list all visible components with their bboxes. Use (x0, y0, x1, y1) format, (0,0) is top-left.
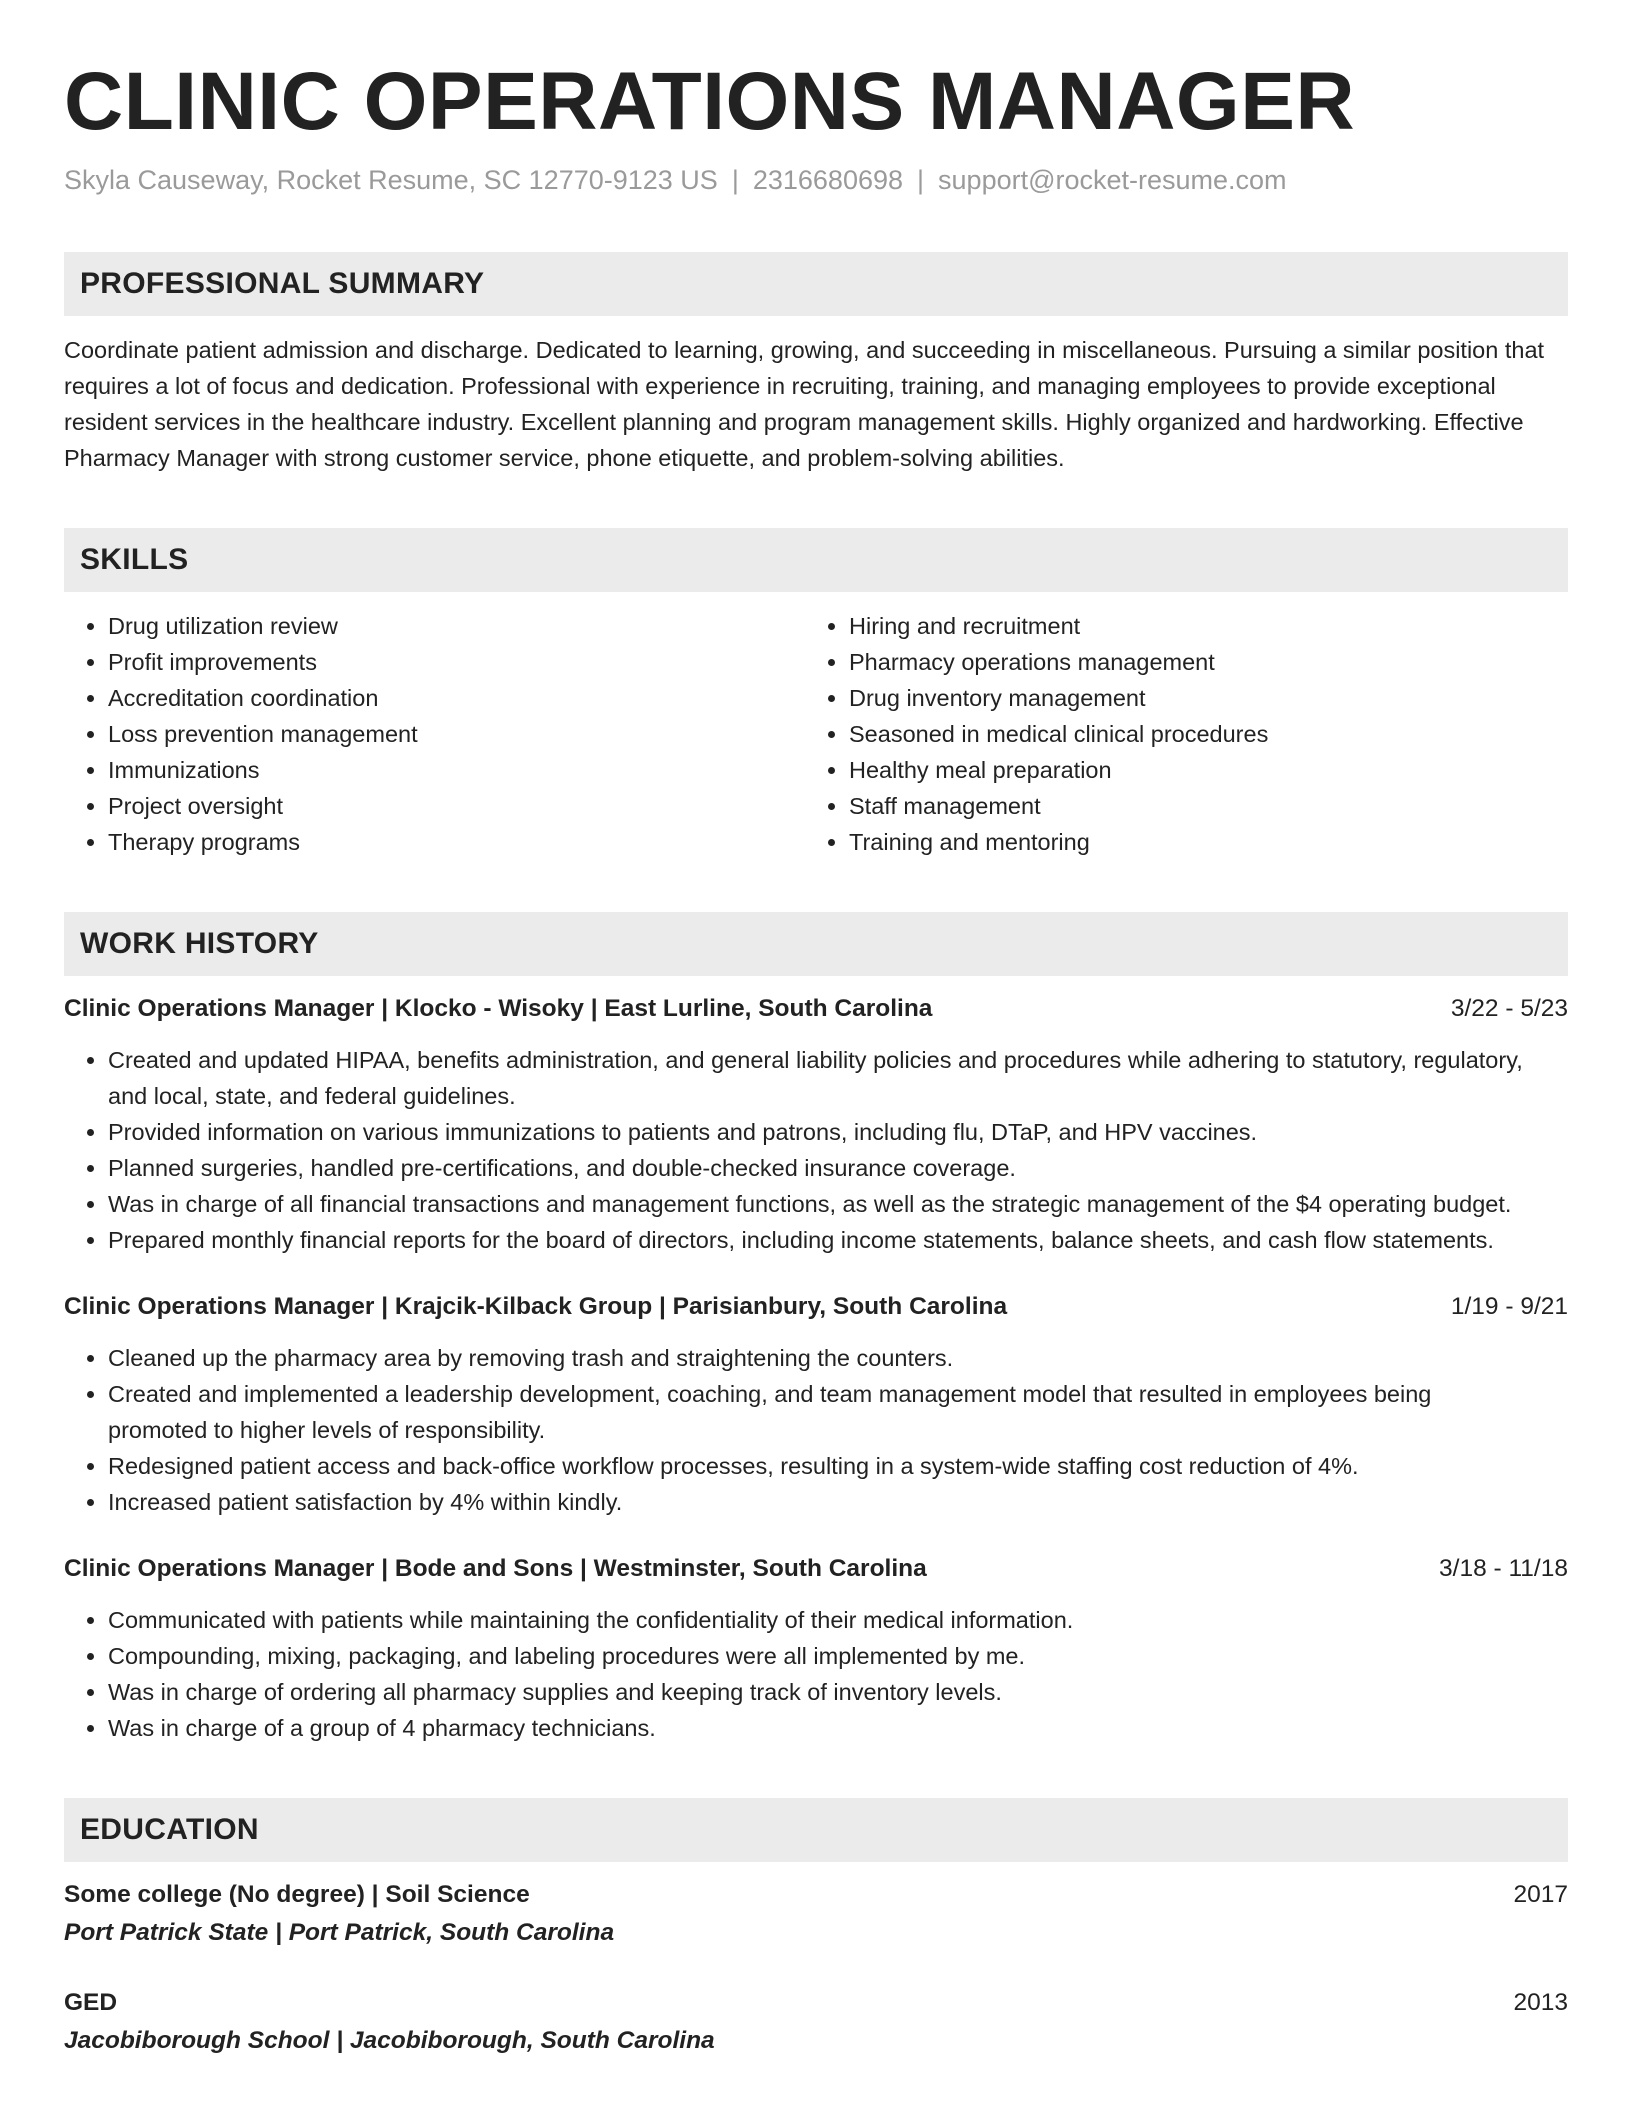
job-bullet: • Was in charge of ordering all pharmacy supplies and keeping track of inventory levels. (108, 1674, 1568, 1710)
job-bullet: • Created and updated HIPAA, benefits administration, and general liability policies and procedures while adhering to statutory, regulatory, and local, state, and federal guidelines. (108, 1042, 1568, 1114)
summary-heading: PROFESSIONAL SUMMARY (80, 267, 485, 300)
job-bullet: • Redesigned patient access and back-office workflow processes, resulting in a system-wide staffing cost reduction of 4%. (108, 1448, 1568, 1484)
job-bullets (64, 1602, 1568, 1746)
job-header (64, 1550, 1568, 1588)
education-section-header (64, 1798, 1568, 1862)
job-bullet: • Communicated with patients while maintaining the confidentiality of their medical information. (108, 1602, 1568, 1638)
skills-column-right (805, 608, 1546, 860)
education-header (64, 1984, 1568, 2022)
contact-separator: | (917, 165, 925, 195)
contact-address: Skyla Causeway, Rocket Resume, SC 12770-9123 US (64, 165, 718, 195)
job-entry (64, 1550, 1568, 1746)
skill-item: • Drug inventory management (849, 680, 1546, 716)
job-title-company-location: Clinic Operations Manager | Klocko - Wisoky | East Lurline, South Carolina (64, 995, 933, 1022)
skills-heading: SKILLS (80, 543, 189, 576)
skill-item: • Project oversight (108, 788, 805, 824)
job-title-company-location: Clinic Operations Manager | Bode and Sons | Westminster, South Carolina (64, 1555, 927, 1582)
skill-item: • Staff management (849, 788, 1546, 824)
education-entry (64, 1876, 1568, 1952)
education-degree: Some college (No degree) | Soil Science (64, 1881, 530, 1908)
skill-item: • Profit improvements (108, 644, 805, 680)
skill-item: • Immunizations (108, 752, 805, 788)
skill-item: • Training and mentoring (849, 824, 1546, 860)
job-header (64, 1288, 1568, 1326)
job-dates: 3/22 - 5/23 (1450, 995, 1568, 1022)
job-dates: 3/18 - 11/18 (1439, 1555, 1568, 1582)
education-degree: GED (64, 1989, 118, 2016)
job-bullet: • Cleaned up the pharmacy area by removing trash and straightening the counters. (108, 1340, 1568, 1376)
job-header (64, 990, 1568, 1028)
education-school: Jacobiborough School | Jacobiborough, South Carolina (64, 2027, 715, 2054)
education-entry (64, 1984, 1568, 2060)
job-bullet: • Compounding, mixing, packaging, and labeling procedures were all implemented by me. (108, 1638, 1568, 1674)
education-header (64, 1876, 1568, 1914)
summary-text: Coordinate patient admission and discharge. Dedicated to learning, growing, and succeeding in miscellaneous. Pursuing a similar position that requires a lot of focus and dedication. Professional with experience in recruiting, training, and managing employees to provide exceptional resident services in the healthcare industry. Excellent planning and program management skills. Highly organized and hardworking. Effective Pharmacy Manager with strong customer service, phone etiquette, and problem-solving abilities. (64, 337, 1545, 471)
job-bullet: • Increased patient satisfaction by 4% within kindly. (108, 1484, 1568, 1520)
contact-email: support@rocket-resume.com (938, 165, 1287, 195)
skills-column-left (64, 608, 805, 860)
job-bullet: • Prepared monthly financial reports for the board of directors, including income statements, balance sheets, and cash flow statements. (108, 1222, 1568, 1258)
job-bullets (64, 1042, 1568, 1258)
skills-list (64, 608, 1568, 860)
job-entry (64, 1288, 1568, 1520)
resume-title: CLINIC OPERATIONS MANAGER (64, 56, 1356, 147)
contact-line (64, 160, 1568, 200)
skill-item: • Loss prevention management (108, 716, 805, 752)
skill-item: • Accreditation coordination (108, 680, 805, 716)
job-title-company-location: Clinic Operations Manager | Krajcik-Kilback Group | Parisianbury, South Carolina (64, 1293, 1008, 1320)
work-history-heading: WORK HISTORY (80, 927, 319, 960)
contact-phone: 2316680698 (752, 165, 904, 195)
skill-item: • Hiring and recruitment (849, 608, 1546, 644)
job-bullet: • Provided information on various immunizations to patients and patrons, including flu, DTaP, and HPV vaccines. (108, 1114, 1568, 1150)
job-bullets (64, 1340, 1568, 1520)
education-heading: EDUCATION (80, 1813, 259, 1846)
skill-item: • Seasoned in medical clinical procedures (849, 716, 1546, 752)
skill-item: • Healthy meal preparation (849, 752, 1546, 788)
job-entry (64, 990, 1568, 1258)
job-bullet: • Planned surgeries, handled pre-certifications, and double-checked insurance coverage. (108, 1150, 1568, 1186)
summary-section-header (64, 252, 1568, 316)
education-school: Port Patrick State | Port Patrick, South Carolina (64, 1919, 615, 1946)
education-year: 2017 (1513, 1881, 1568, 1908)
job-bullet: • Created and implemented a leadership development, coaching, and team management model that resulted in employees being promoted to higher levels of responsibility. (108, 1376, 1568, 1448)
skill-item: • Drug utilization review (108, 608, 805, 644)
job-dates: 1/19 - 9/21 (1450, 1293, 1568, 1320)
skills-section-header (64, 528, 1568, 592)
skill-item: • Pharmacy operations management (849, 644, 1546, 680)
job-bullet: • Was in charge of all financial transactions and management functions, as well as the strategic management of the $4 operating budget. (108, 1186, 1568, 1222)
work-history-section-header (64, 912, 1568, 976)
education-year: 2013 (1513, 1989, 1568, 2016)
job-bullet: • Was in charge of a group of 4 pharmacy technicians. (108, 1710, 1568, 1746)
contact-separator: | (731, 165, 739, 195)
skill-item: • Therapy programs (108, 824, 805, 860)
